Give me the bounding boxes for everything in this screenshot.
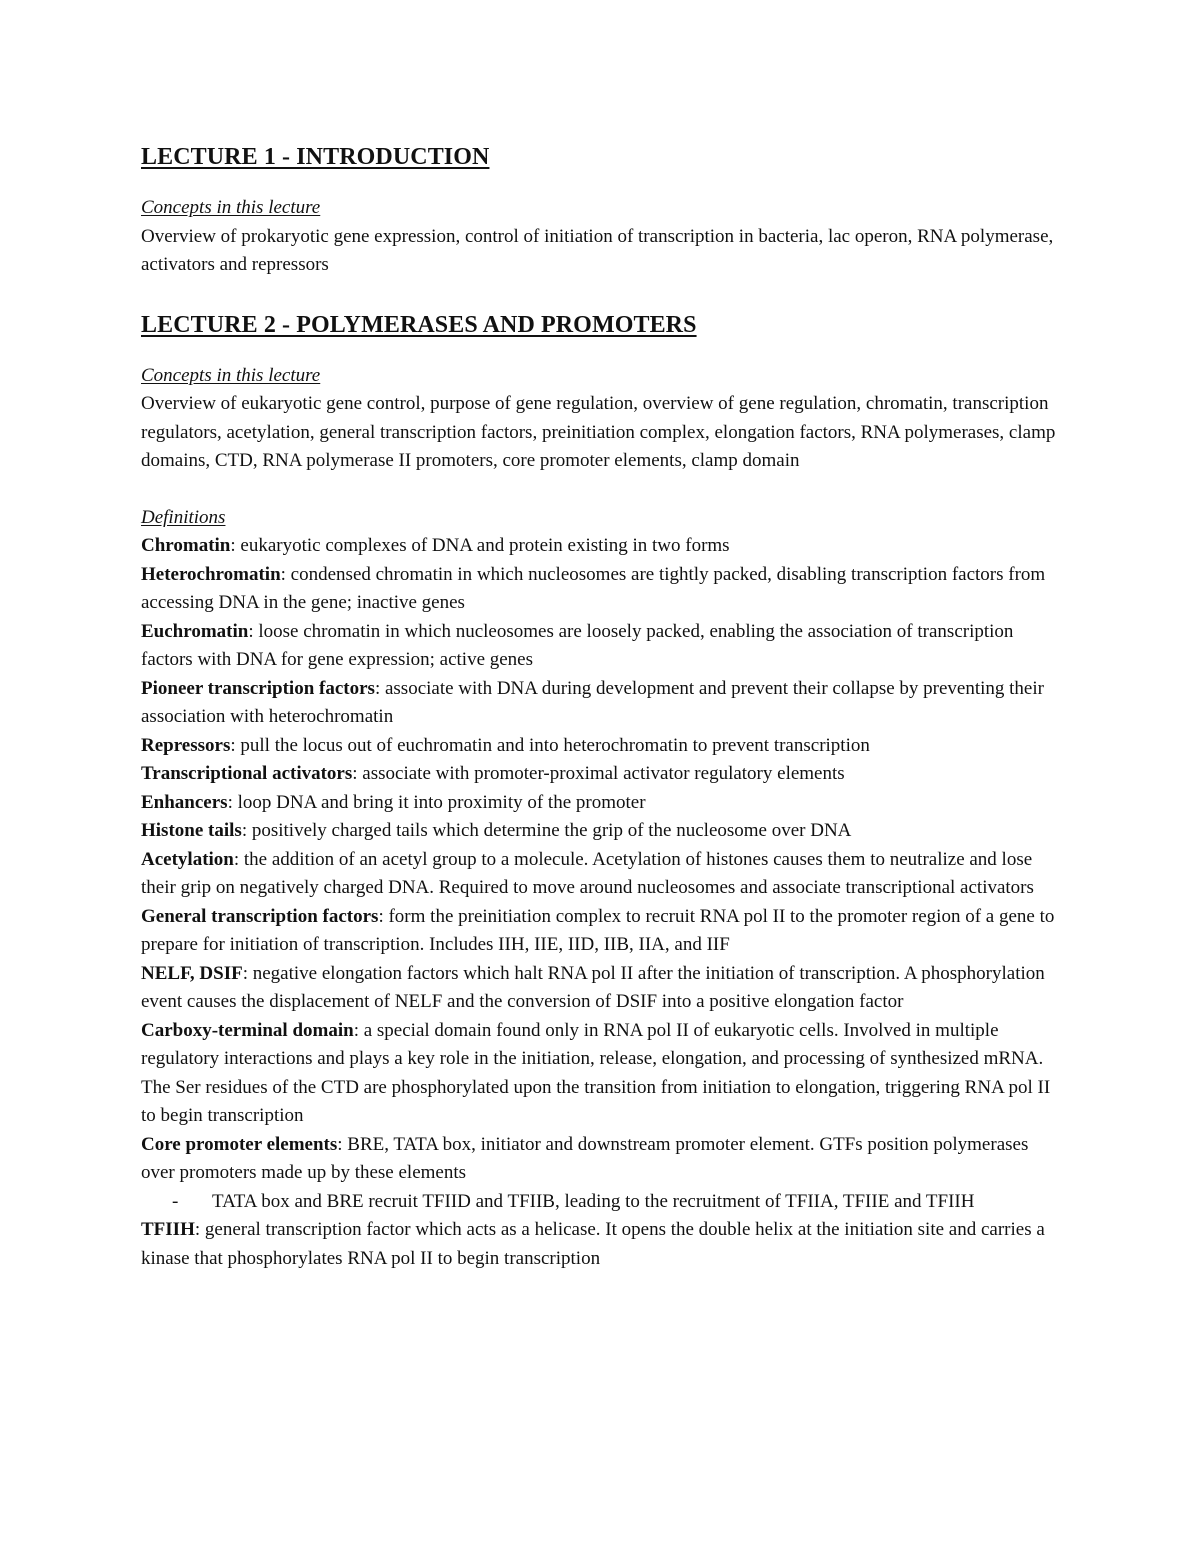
bullet-marker: - [172,1190,179,1212]
definition-text: : positively charged tails which determine the grip of the nucleosome over DNA [241,820,852,841]
definition-core-promoter-elements [141,1131,1066,1188]
lecture-1-concepts-heading: Concepts in this lecture [141,197,321,218]
definition-term: Core promoter elements [141,1133,338,1155]
definition-term: Transcriptional activators [141,763,353,784]
lecture-2-concepts: Overview of eukaryotic gene control, purpose of gene regulation, overview of gene regulation, chromatin, transcription regulators, acetylation, general transcription factors, preinitiation complex, elongation factors, RNA polymerases, clamp domains, CTD, RNA polymerase II promoters, core promoter elements, clamp domain [141,393,1056,471]
definition-text: : condensed chromatin in which nucleosomes are tightly packed, disabling transcription factors from accessing DNA in the gene; inactive genes [141,563,1046,613]
definition-text: : a special domain found only in RNA pol II of eukaryotic cells. Involved in multiple regulatory interactions and plays a key role in the initiation, release, elongation, and processing of synthesized mRNA. The Ser residues of the CTD are phosphorylated upon the transition from initiation to elongation, triggering RNA pol II to begin transcription [141,1019,1051,1126]
definition-term: Carboxy-terminal domain [141,1019,354,1041]
definition-term: NELF, DSIF [141,962,243,984]
definition-pioneer-transcription-factors [141,675,1066,732]
definition-text: : BRE, TATA box, initiator and downstream promoter element. GTFs position polymerases over promoters made up by these elements [141,1133,1029,1183]
definition-term: Pioneer transcription factors [141,677,375,699]
definition-term: Heterochromatin [141,563,281,585]
definition-term: Acetylation [141,848,234,870]
lecture-2-concepts-heading: Concepts in this lecture [141,364,321,386]
bullet-text: TATA box and BRE recruit TFIID and TFIIB, leading to the recruitment of TFIIA, TFIIE and TFIIH [212,1190,975,1212]
definition-text: : loose chromatin in which nucleosomes are loosely packed, enabling the association of transcription factors with DNA for gene expression; active genes [141,620,1014,670]
definition-term: Enhancers [141,791,228,813]
bullet-item [141,1188,1066,1217]
definition-euchromatin [141,618,1066,675]
definition-acetylation [141,846,1066,903]
definition-term: Euchromatin [141,620,249,642]
definition-text: : associate with promoter-proximal activator regulatory elements [352,763,845,784]
lecture-2-title: LECTURE 2 - POLYMERASES AND PROMOTERS [141,311,697,338]
definition-histone-tails [141,817,1066,846]
definition-general-transcription-factors [141,903,1066,960]
definition-term: Histone tails [141,820,242,841]
document-page [141,140,1066,1273]
definition-tfiih [141,1216,1066,1273]
lecture-1-concepts: Overview of prokaryotic gene expression, control of initiation of transcription in bacteria, lac operon, RNA polymerase, activators and repressors [141,225,1054,275]
definition-text: : form the preinitiation complex to recruit RNA pol II to the promoter region of a gene to prepare for initiation of transcription. Includes IIH, IIE, IID, IIB, IIA, and IIF [141,905,1055,955]
definition-text: : associate with DNA during development and prevent their collapse by preventing their association with heterochromatin [141,677,1044,727]
definition-nelf-dsif [141,960,1066,1017]
definition-carboxy-terminal-domain [141,1017,1066,1131]
definitions-heading: Definitions [141,506,226,528]
definition-text: : the addition of an acetyl group to a molecule. Acetylation of histones causes them to neutralize and lose their grip on negatively charged DNA. Required to move around nucleosomes and associate transcriptional activators [141,848,1034,898]
definition-term: General transcription factors [141,905,379,927]
definition-term: TFIIH [141,1219,195,1240]
definition-repressors [141,732,1066,761]
definition-enhancers [141,789,1066,818]
definition-text: : pull the locus out of euchromatin and into heterochromatin to prevent transcription [230,734,870,756]
definition-text: : loop DNA and bring it into proximity of the promoter [227,791,646,813]
definition-text: : eukaryotic complexes of DNA and protein existing in two forms [230,535,730,556]
definition-text: : general transcription factor which acts as a helicase. It opens the double helix at the initiation site and carries a kinase that phosphorylates RNA pol II to begin transcription [141,1219,1045,1269]
definition-heterochromatin [141,561,1066,618]
definition-term: Chromatin [141,535,231,556]
definition-chromatin [141,532,1066,561]
definition-transcriptional-activators [141,760,1066,789]
definition-term: Repressors [141,734,231,756]
lecture-1-title: LECTURE 1 - INTRODUCTION [141,144,490,170]
definition-text: : negative elongation factors which halt RNA pol II after the initiation of transcription. A phosphorylation event causes the displacement of NELF and the conversion of DSIF into a positive elongation factor [141,962,1045,1012]
